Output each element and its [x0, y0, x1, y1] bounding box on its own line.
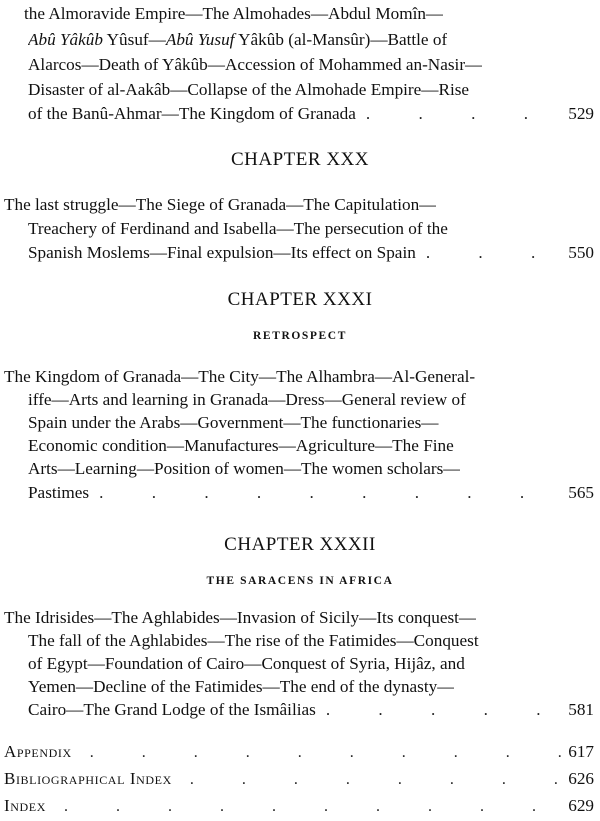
dot-leader [89, 481, 562, 505]
page-number: 581 [568, 700, 594, 719]
dot-leader [172, 767, 562, 793]
toc-line: Yemen—Decline of the Fatimides—The end of the dynasty— [28, 677, 455, 696]
dot-leader [356, 102, 562, 126]
page-number: 529 [568, 104, 594, 123]
chapter-heading: CHAPTER XXXI [227, 289, 373, 310]
toc-line: The Idrisides—The Aghlabides—Invasion of Sicily—Its conquest— [4, 608, 477, 627]
page-number: 617 [568, 742, 594, 761]
toc-line: Spain under the Arabs—Government—The functionaries— [28, 413, 439, 432]
dot-leader [72, 740, 562, 766]
dot-leader [316, 698, 562, 722]
dot-leader [416, 241, 562, 265]
page-number: 565 [568, 483, 594, 502]
toc-entry-bibliographical-index: Bibliographical Index . . . 626 [4, 766, 594, 792]
toc-line: Arts—Learning—Position of women—The women scholars— [28, 459, 461, 478]
toc-line: of Egypt—Foundation of Cairo—Conquest of Syria, Hijâz, and [28, 654, 465, 673]
page-number: 629 [568, 796, 594, 815]
page-number: 550 [568, 243, 594, 262]
page-number: 626 [568, 769, 594, 788]
toc-line: Treachery of Ferdinand and Isabella—The persecution of the [28, 219, 448, 238]
toc-line: Abû Yâkûb Yûsuf—Abû Yusuf Yâkûb (al-Mansûr)—Battle of [28, 30, 448, 49]
toc-line: Spanish Moslems—Final expulsion—Its effect on Spain . . . 550 [28, 241, 594, 265]
toc-line: Alarcos—Death of Yâkûb—Accession of Mohammed an-Nasir— [28, 55, 483, 74]
toc-line: Economic condition—Manufactures—Agriculture—The Fine [28, 436, 454, 455]
toc-line: Disaster of al-Aakâb—Collapse of the Almohade Empire—Rise [28, 80, 470, 99]
toc-line: The fall of the Aghlabides—The rise of the Fatimides—Conquest [28, 631, 479, 650]
toc-line: Cairo—The Grand Lodge of the Ismâilias . . . 581 [28, 698, 594, 722]
toc-line: The last struggle—The Siege of Granada—The Capitulation— [4, 195, 437, 214]
dot-leader [46, 794, 562, 820]
chapter-heading: CHAPTER XXXII [224, 534, 376, 555]
chapter-subheading: THE SARACENS IN AFRICA [206, 575, 394, 587]
chapter-subheading: RETROSPECT [253, 330, 347, 342]
toc-entry-appendix: Appendix . . . 617 [4, 739, 594, 765]
chapter-heading: CHAPTER XXX [231, 149, 369, 170]
toc-line: the Almoravide Empire—The Almohades—Abdul Momîn— [24, 4, 444, 23]
toc-line: iffe—Arts and learning in Granada—Dress—General review of [28, 390, 466, 409]
toc-entry-index: Index . . . 629 [4, 793, 594, 819]
toc-line: Pastimes . . . 565 [28, 481, 594, 505]
toc-line: of the Banû-Ahmar—The Kingdom of Granada . . . 529 [28, 102, 594, 126]
toc-line: The Kingdom of Granada—The City—The Alhambra—Al-General- [4, 367, 476, 386]
